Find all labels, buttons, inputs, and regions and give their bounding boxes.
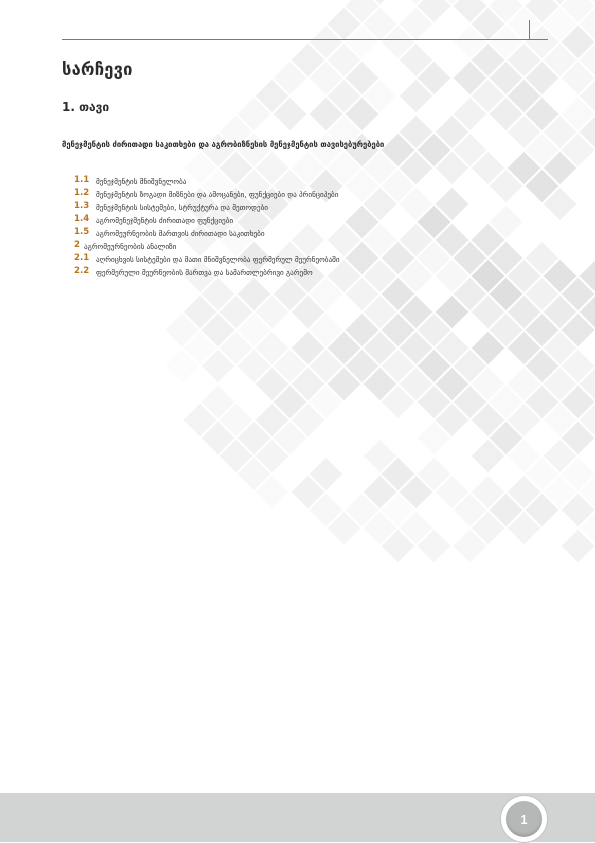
header-rule (62, 39, 548, 40)
toc-item-2-1[interactable] (74, 255, 394, 264)
toc-number: 2.1 (74, 254, 89, 263)
toc-item-text: აგრომენეჯმენტის ძირითადი ფუნქციები (96, 216, 233, 225)
toc-item-2-2[interactable] (74, 268, 394, 277)
toc-list (74, 177, 394, 281)
toc-number: 1.2 (74, 189, 89, 198)
toc-item-text: აგრომეურნეობის მართვის ძირითადი საკითხები (96, 229, 265, 238)
toc-number: 2.2 (74, 267, 89, 276)
toc-number: 1.5 (74, 228, 89, 237)
toc-item-1-3[interactable] (74, 203, 394, 212)
page-number: 1 (506, 801, 542, 837)
page-title: სარჩევი (62, 60, 133, 79)
toc-number: 2 (74, 241, 80, 250)
toc-item-text: აღრიცხვის სისტემები და მათი მნიშვნელობა ფერმერულ მეურნეობაში (96, 255, 340, 264)
toc-number: 1.3 (74, 202, 89, 211)
toc-number: 1.4 (74, 215, 89, 224)
toc-item-1-5[interactable] (74, 229, 394, 238)
toc-item-text: აგრომეურნეობის ანალიზი (84, 242, 176, 251)
toc-item-text: მენეჯმენტის სისტემები, სტრუქტურა და მეთოდები (96, 203, 268, 212)
toc-item-1-2[interactable] (74, 190, 394, 199)
toc-number: 1.1 (74, 176, 89, 185)
toc-item-text: მენეჯმენტის მნიშვნელობა (96, 177, 186, 186)
header-tick (529, 20, 530, 39)
section-heading: მენეჯმენტის ძირითადი საკითხები და აგრობიზნესის მენეჯმენტის თავისებურებები (62, 138, 392, 151)
toc-item-text: ფერმერული მეურნეობის მართვა და სამართლებრივი გარემო (96, 268, 313, 277)
toc-item-1-4[interactable] (74, 216, 394, 225)
chapter-title: 1. თავი (62, 100, 109, 114)
page-number-badge (500, 795, 548, 843)
toc-item-text: მენეჯმენტის ზოგადი მიზნები და ამოცანები, ფუნქციები და პრინციპები (96, 190, 338, 199)
toc-item-2[interactable] (74, 242, 394, 251)
toc-item-1-1[interactable] (74, 177, 394, 186)
